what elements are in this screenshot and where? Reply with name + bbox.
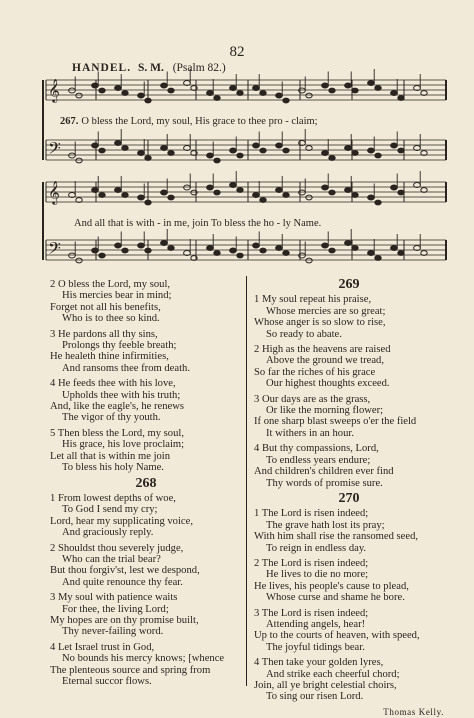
hymn-269-verses	[254, 294, 444, 489]
verse-line: And children's children ever find	[254, 466, 394, 478]
hymn-268-verses	[50, 493, 242, 688]
music-lyric-line-1	[60, 116, 318, 127]
note-head	[214, 158, 220, 163]
note-head	[92, 188, 99, 193]
note-head	[375, 153, 381, 158]
music-notation	[0, 0, 474, 280]
verse-line: He lives, his people's cause to plead,	[254, 580, 409, 592]
verse-line: 2 High as the heavens are raised	[254, 344, 391, 356]
note-head	[191, 151, 197, 156]
note-head	[398, 190, 404, 195]
note-head	[276, 93, 283, 98]
note-head	[368, 251, 375, 256]
verse	[50, 642, 242, 688]
note-head	[276, 246, 283, 251]
note-head	[276, 143, 283, 148]
verse-line: 1 From lowest depths of woe,	[50, 492, 176, 504]
note-head	[345, 83, 352, 88]
verse-line: Our highest thoughts exceed.	[266, 378, 390, 390]
verse-line: And graciously reply.	[62, 527, 154, 539]
note-head	[184, 185, 191, 190]
note-head	[184, 251, 191, 256]
note-head	[322, 185, 329, 190]
note-head	[115, 243, 122, 248]
note-head	[230, 248, 237, 253]
verse-line: 2 O bless the Lord, my soul,	[50, 279, 171, 290]
verse	[50, 279, 242, 325]
verse-line: To reign in endless day.	[266, 542, 367, 554]
verse-line: With him shall rise the ransomed seed,	[254, 531, 419, 543]
note-head	[283, 251, 289, 256]
verse-line: Or like the morning flower;	[266, 405, 384, 417]
verse	[254, 344, 444, 390]
note-head	[92, 83, 99, 88]
note-head	[237, 253, 243, 258]
note-head	[260, 91, 266, 96]
verse	[50, 543, 242, 589]
verse-line: His mercies bear in mind;	[62, 290, 172, 302]
note-head	[329, 156, 335, 161]
bass-clef-icon: 𝄢	[48, 138, 61, 162]
note-head	[191, 256, 197, 261]
note-head	[69, 88, 76, 93]
note-head	[391, 143, 398, 148]
lyric-text-2: And all that is with - in me, join To bless the ho - ly Name.	[74, 218, 322, 229]
verse	[50, 493, 242, 539]
note-head	[76, 198, 82, 203]
note-head	[306, 258, 312, 263]
verse-line: And, like the eagle's, he renews	[50, 401, 184, 413]
verse-line: To bless his holy Name.	[62, 462, 164, 474]
note-head	[322, 83, 329, 88]
tune-psalm-reference: (Psalm 82.)	[172, 62, 226, 74]
note-head	[207, 185, 214, 190]
verse-line: So far the riches of his grace	[254, 366, 376, 378]
note-head	[322, 151, 329, 156]
note-head	[69, 253, 76, 258]
verse-line: 2 The Lord is risen indeed;	[254, 557, 369, 569]
treble-clef-icon: 𝄞	[48, 180, 60, 204]
verse-line: My hopes are on thy promise built,	[50, 614, 199, 626]
hymn-number-269: 269	[338, 277, 360, 292]
note-head	[230, 86, 237, 91]
note-head	[260, 248, 266, 253]
note-head	[421, 151, 427, 156]
note-head	[138, 93, 145, 98]
verse-line: No bounds his mercy knows; [whence	[62, 653, 225, 665]
verse-line: 3 He pardons all thy sins,	[50, 328, 158, 340]
verse	[254, 608, 444, 654]
music-lyric-line-2	[74, 218, 321, 229]
note-head	[329, 88, 335, 93]
note-head	[69, 153, 76, 158]
verse-line: Thy never-failing word.	[62, 626, 164, 638]
verse-line: Whose mercies are so great;	[266, 305, 386, 317]
note-head	[161, 83, 168, 88]
verse-line: 3 My soul with patience waits	[50, 592, 178, 604]
note-head	[414, 246, 421, 251]
note-head	[92, 143, 99, 148]
verse-line: 2 Shouldst thou severely judge,	[50, 542, 184, 554]
verse-line: 4 Let Israel trust in God,	[50, 641, 155, 653]
verse-line: But thou forgiv'st, lest we despond,	[50, 565, 200, 577]
verse-line: Thy words of promise sure.	[266, 477, 383, 489]
note-head	[345, 146, 352, 151]
verse-line: And ransoms thee from death.	[62, 362, 190, 374]
verse-line: Who can the trial bear?	[62, 553, 161, 565]
note-head	[115, 188, 122, 193]
note-head	[421, 188, 427, 193]
right-column	[254, 279, 444, 718]
note-head	[184, 146, 191, 151]
verse-line: Who is to thee so kind.	[62, 313, 160, 325]
verse-line: Forget not all his benefits,	[50, 301, 161, 313]
note-head	[283, 98, 289, 103]
verse-line: For thee, the living Lord;	[62, 603, 169, 615]
note-head	[391, 91, 398, 96]
tune-meter: S. M.	[137, 62, 164, 74]
left-column	[50, 279, 242, 691]
verse-line: Whose anger is so slow to rise,	[254, 317, 386, 329]
note-head	[138, 195, 145, 200]
note-head	[299, 253, 306, 258]
note-head	[391, 246, 398, 251]
verse-line: 4 He feeds thee with his love,	[50, 378, 176, 390]
note-head	[161, 190, 168, 195]
note-head	[76, 258, 82, 263]
note-head	[391, 185, 398, 190]
note-head	[260, 148, 266, 153]
note-head	[184, 81, 191, 86]
note-head	[414, 86, 421, 91]
verse	[254, 558, 444, 604]
verse-line: 1 The Lord is risen indeed;	[254, 508, 369, 520]
verse	[50, 378, 242, 424]
note-head	[398, 148, 404, 153]
note-head	[368, 148, 375, 153]
note-head	[299, 88, 306, 93]
verse-line: And quite renounce thy fear.	[62, 576, 183, 588]
verse-line: To endless years endure;	[266, 454, 371, 466]
note-head	[253, 243, 260, 248]
note-head	[168, 88, 174, 93]
note-head	[398, 96, 404, 101]
note-head	[368, 81, 375, 86]
note-head	[145, 156, 151, 161]
verse-line: So ready to abate.	[266, 328, 342, 340]
note-head	[352, 151, 358, 156]
note-head	[260, 198, 266, 203]
note-head	[214, 251, 220, 256]
treble-clef-icon: 𝄞	[48, 78, 60, 102]
note-head	[99, 148, 105, 153]
page-number: 82	[229, 44, 245, 60]
note-head	[230, 148, 237, 153]
verse-line: Up to the courts of heaven, with speed,	[254, 630, 420, 642]
lyric-text-1: O bless the Lord, my soul, His grace to thee pro - claim;	[81, 116, 318, 127]
note-head	[375, 256, 381, 261]
verse	[254, 443, 444, 489]
note-head	[191, 86, 197, 91]
verse-line: And strike each cheerful chord;	[266, 668, 400, 680]
note-head	[352, 246, 358, 251]
note-head	[161, 241, 168, 246]
note-head	[421, 91, 427, 96]
note-head	[115, 141, 122, 146]
verse-line: He lives to die no more;	[266, 569, 369, 581]
note-head	[345, 188, 352, 193]
note-head	[414, 146, 421, 151]
note-head	[214, 190, 220, 195]
verse-line: Upholds thee with his truth;	[62, 389, 181, 401]
note-head	[306, 93, 312, 98]
note-head	[69, 193, 76, 198]
note-head	[283, 148, 289, 153]
verse-line: Whose curse and shame he bore.	[266, 592, 405, 604]
column-divider	[246, 276, 247, 686]
note-head	[283, 193, 289, 198]
verse-line: To God I send my cry;	[62, 504, 158, 516]
verse	[254, 657, 444, 703]
verse-line: 4 But thy compassions, Lord,	[254, 443, 379, 455]
note-head	[92, 248, 99, 253]
note-head	[306, 195, 312, 200]
verse	[254, 294, 444, 340]
hymn-number-268: 268	[135, 475, 157, 491]
note-head	[207, 153, 214, 158]
note-head	[375, 86, 381, 91]
note-head	[161, 146, 168, 151]
note-head	[329, 190, 335, 195]
note-head	[145, 248, 151, 253]
note-head	[168, 195, 174, 200]
hymn-number-267: 267.	[60, 116, 79, 127]
verse-line: Lord, hear my supplicating voice,	[50, 515, 193, 527]
note-head	[99, 253, 105, 258]
verse-line: 3 Our days are as the grass,	[254, 393, 371, 405]
note-head	[329, 248, 335, 253]
note-head	[322, 243, 329, 248]
note-head	[122, 248, 128, 253]
note-head	[345, 241, 352, 246]
verse	[50, 329, 242, 375]
note-head	[237, 153, 243, 158]
note-head	[237, 91, 243, 96]
note-head	[138, 151, 145, 156]
note-head	[299, 190, 306, 195]
note-head	[145, 200, 151, 205]
note-head	[253, 193, 260, 198]
hymn-267-verses	[50, 279, 242, 474]
note-head	[76, 158, 82, 163]
note-head	[237, 188, 243, 193]
note-head	[253, 143, 260, 148]
note-head	[99, 193, 105, 198]
verse-line: 4 Then take your golden lyres,	[254, 657, 384, 669]
note-head	[122, 193, 128, 198]
verse	[254, 394, 444, 440]
verse	[254, 508, 444, 554]
verse-line: Prolongs thy feeble breath;	[62, 340, 177, 352]
hymn-270-verses	[254, 508, 444, 703]
verse	[50, 428, 242, 474]
note-head	[207, 246, 214, 251]
note-head	[115, 86, 122, 91]
verse-line: Attending angels, hear!	[266, 618, 366, 630]
note-head	[138, 243, 145, 248]
verse-line: Let all that is within me join	[50, 450, 171, 462]
verse-line: The joyful tidings bear.	[266, 641, 365, 653]
note-head	[398, 251, 404, 256]
verse-line: To sing our risen Lord.	[266, 691, 364, 703]
note-head	[168, 151, 174, 156]
verse-line: The plenteous source and spring from	[50, 664, 211, 676]
hymn-author: Thomas Kelly.	[383, 706, 444, 717]
verse-line: Join, all ye bright celestial choirs,	[254, 680, 397, 691]
tune-heading	[72, 62, 226, 74]
note-head	[299, 141, 306, 146]
note-head	[352, 193, 358, 198]
verse-line: His grace, his love proclaim;	[62, 439, 185, 451]
note-head	[253, 86, 260, 91]
note-head	[99, 88, 105, 93]
verse-line: Eternal succor flows.	[62, 676, 152, 687]
verse-line: The vigor of thy youth.	[62, 412, 161, 424]
note-head	[230, 183, 237, 188]
verse-line: 1 My soul repeat his praise,	[254, 294, 372, 306]
note-head	[191, 190, 197, 195]
note-head	[122, 91, 128, 96]
note-head	[276, 188, 283, 193]
verse-line: 5 Then bless the Lord, my soul,	[50, 427, 184, 439]
verse-line: It withers in an hour.	[266, 427, 354, 439]
tune-name: HANDEL.	[72, 62, 132, 74]
note-head	[375, 200, 381, 205]
note-head	[145, 98, 151, 103]
note-head	[122, 146, 128, 151]
note-head	[76, 93, 82, 98]
note-head	[352, 88, 358, 93]
verse-line: If one sharp blast sweeps o'er the field	[254, 416, 417, 428]
verse-line: The grave hath lost its pray;	[266, 519, 385, 531]
verse-line: He healeth thine infirmities,	[50, 351, 169, 363]
note-head	[368, 195, 375, 200]
note-head	[421, 251, 427, 256]
hymn-number-270: 270	[338, 490, 360, 506]
note-head	[207, 91, 214, 96]
bass-clef-icon: 𝄢	[48, 238, 61, 262]
verse	[50, 592, 242, 638]
note-head	[214, 96, 220, 101]
note-head	[414, 183, 421, 188]
note-head	[306, 146, 312, 151]
note-head	[168, 246, 174, 251]
verse-line: 3 The Lord is risen indeed;	[254, 607, 369, 619]
verse-line: Above the ground we tread,	[266, 355, 384, 367]
